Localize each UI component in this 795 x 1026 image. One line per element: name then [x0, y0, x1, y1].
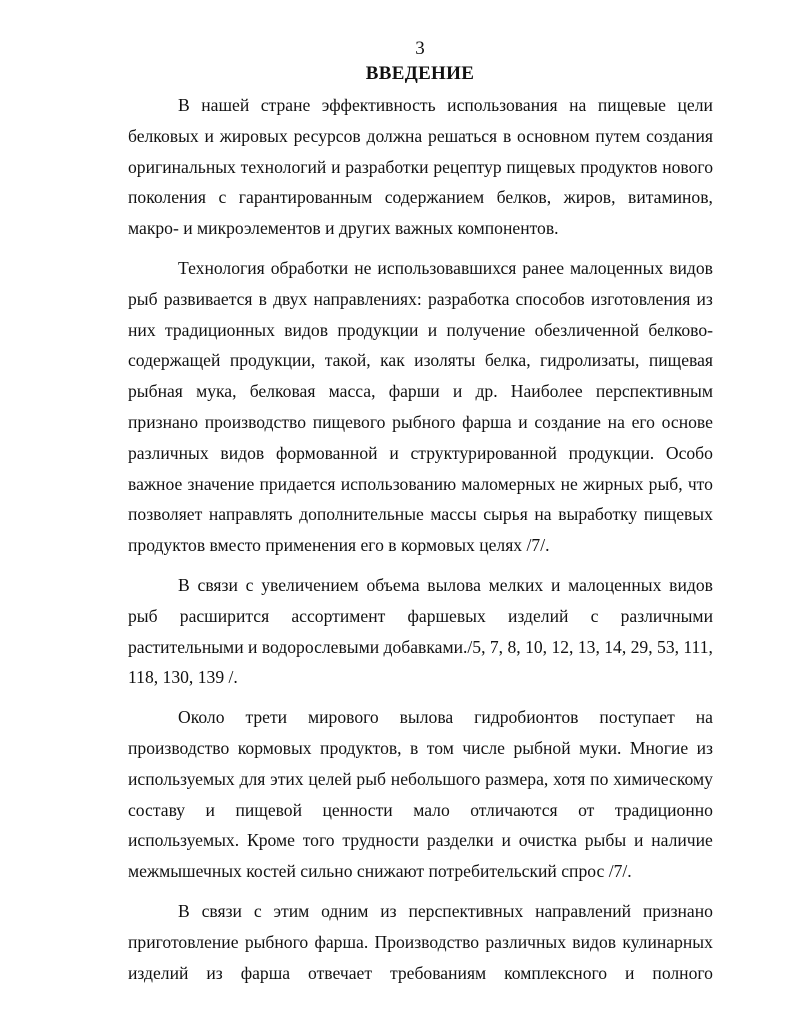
word: числе [462, 737, 505, 758]
word: направлениях: [313, 288, 422, 309]
word: фарша [462, 411, 512, 432]
word: и [204, 125, 214, 146]
word: дополнительные [299, 504, 424, 525]
word: жирных [583, 473, 644, 494]
word: фарши [388, 381, 440, 402]
word: и [205, 799, 215, 820]
word: видов [669, 257, 713, 278]
word: рыб [128, 288, 158, 309]
word: технологий [240, 156, 327, 177]
word: этим [273, 900, 310, 921]
word: требованиям [389, 962, 487, 983]
word: выработку [558, 504, 638, 525]
word: изделий [507, 605, 569, 626]
text-line [128, 896, 713, 927]
word: направлять [208, 504, 293, 525]
word: мелких [488, 574, 544, 595]
word: что [687, 473, 713, 494]
word: эффективность [321, 95, 436, 115]
word: и [625, 962, 635, 983]
word: и [633, 830, 644, 851]
word: мало [413, 799, 450, 820]
word: структурированной [410, 442, 557, 463]
word: используемых [128, 768, 235, 789]
word: пищевые [597, 95, 666, 115]
word: Особо [665, 442, 713, 463]
word: на [695, 707, 713, 728]
word: Кроме [246, 830, 295, 851]
word: пищевая [648, 350, 713, 371]
word: и [248, 636, 258, 657]
text-line [128, 376, 713, 407]
word: трудности [342, 830, 420, 851]
word: использованию [340, 473, 457, 494]
word: в [258, 288, 267, 309]
word: использовавшихся [377, 257, 517, 278]
word: содержанием [384, 187, 485, 208]
text-line [128, 469, 713, 500]
word: и [452, 381, 463, 402]
word: отвечает [308, 962, 373, 983]
word: традиционных [164, 319, 275, 340]
word: придается [259, 473, 336, 494]
word: рыб, [648, 473, 683, 494]
word: 29, [630, 636, 653, 657]
word: массы [430, 504, 477, 525]
word: изделий [128, 962, 189, 983]
word: 8, [507, 636, 521, 657]
word: них [128, 319, 156, 340]
word: с [590, 605, 599, 626]
word: химическому [613, 768, 713, 789]
word: небольшого [390, 768, 481, 789]
word: расширится [179, 605, 270, 626]
text-line [128, 764, 713, 795]
word: путем [595, 125, 641, 146]
word: белковая [249, 381, 316, 402]
word: различных [485, 931, 566, 952]
word: на [607, 411, 625, 432]
word: и [550, 574, 561, 595]
word: из [380, 900, 397, 921]
text-line [128, 795, 713, 826]
word: нового [662, 156, 713, 177]
word: наличие [651, 830, 713, 851]
word: мука, [196, 381, 237, 402]
word: перспективных [408, 900, 524, 921]
word: гидролизаты, [540, 350, 640, 371]
word: изоляты [414, 350, 476, 371]
word: вылова [399, 707, 454, 728]
word: В [178, 95, 190, 115]
word: витаминов, [628, 187, 713, 208]
text-line [128, 632, 713, 663]
word: обработки [270, 257, 349, 278]
text-line [128, 702, 713, 733]
word: рецептур [433, 156, 502, 177]
word: видов [220, 442, 265, 463]
word: поступает [599, 707, 675, 728]
text-line [128, 345, 713, 376]
paragraph-3 [128, 570, 713, 693]
word: различных [128, 442, 209, 463]
paragraph-2 [128, 253, 713, 561]
word: жировых [219, 125, 288, 146]
word: поколения [128, 187, 206, 208]
word: должна [366, 125, 423, 146]
word: изготовления [590, 288, 691, 309]
word: решаться [428, 125, 498, 146]
word: малоценных [568, 574, 662, 595]
word: фарша [240, 962, 291, 983]
word: составу [128, 799, 186, 820]
word: ресурсов [293, 125, 361, 146]
word: рыб [128, 605, 158, 626]
word: 12, [551, 636, 574, 657]
word: традиционно [614, 799, 713, 820]
text-line [128, 90, 713, 121]
word: маломерных [461, 473, 556, 494]
word: признано [642, 900, 713, 921]
word: фаршевых [407, 605, 486, 626]
word: видов [572, 931, 617, 952]
word: Технология [178, 257, 265, 278]
word: рыбного [392, 411, 456, 432]
word: того [302, 830, 335, 851]
word: и [501, 830, 511, 851]
word: не [354, 257, 372, 278]
word: разделки [426, 830, 494, 851]
word: 10, [525, 636, 548, 657]
word: Многие [629, 737, 689, 758]
word: пищевых [506, 156, 576, 177]
word: гарантированным [238, 187, 373, 208]
word: и [427, 319, 438, 340]
word: из [206, 962, 223, 983]
word: из [696, 737, 713, 758]
text-line [128, 825, 713, 856]
word: добавками./5, [383, 636, 486, 657]
word: белково- [648, 319, 713, 340]
word: продукции. [568, 442, 655, 463]
word: 111, [683, 636, 713, 657]
word: перспективным [595, 381, 713, 402]
word: размера, [485, 768, 549, 789]
word: малоценных [569, 257, 664, 278]
body-text [128, 90, 713, 988]
word: приготовление [128, 931, 239, 952]
word: с [245, 574, 254, 595]
word: пищевых [643, 504, 713, 525]
word: цели [677, 95, 713, 115]
page-number: 3 [415, 38, 425, 59]
word: этих [270, 768, 304, 789]
word: с [218, 187, 227, 208]
paragraph-4 [128, 702, 713, 887]
word: создание [534, 411, 601, 432]
word: вылова [427, 574, 481, 595]
word: очистка [518, 830, 577, 851]
word: признано [128, 411, 199, 432]
word: В [178, 574, 190, 595]
word: на [569, 95, 587, 115]
word: полного [652, 962, 713, 983]
word: целей [308, 768, 352, 789]
word: продуктов [580, 156, 658, 177]
word: одним [321, 900, 369, 921]
word: гидробионтов [474, 707, 579, 728]
word: оригинальных [128, 156, 236, 177]
word: значение [187, 473, 255, 494]
word: как [380, 350, 405, 371]
word: ценности [322, 799, 393, 820]
text-line [128, 927, 713, 958]
paragraph-1 [128, 90, 713, 244]
text-line [128, 499, 713, 530]
word: увеличением [261, 574, 359, 595]
word: и [518, 411, 528, 432]
word: сырья [483, 504, 528, 525]
word: стране [260, 95, 311, 115]
text-line [128, 253, 713, 284]
word: белков, [496, 187, 552, 208]
text-line [128, 152, 713, 183]
word: двух [273, 288, 308, 309]
text-line [128, 570, 713, 601]
paragraph-5 [128, 896, 713, 988]
word: белка, [484, 350, 531, 371]
word: формованной [275, 442, 378, 463]
text-line [128, 438, 713, 469]
word: позволяет [128, 504, 203, 525]
word: важное [128, 473, 183, 494]
word: белковых [128, 125, 199, 146]
word: продукции, [229, 350, 316, 371]
word: рыб [356, 768, 386, 789]
word: видов [284, 319, 329, 340]
word: развивается [163, 288, 253, 309]
word: в [410, 737, 419, 758]
word: комплексного [504, 962, 608, 983]
word: В [178, 900, 190, 921]
word: нашей [201, 95, 250, 115]
word: рыбная [128, 381, 183, 402]
text-line: 118, 130, 139 /. [128, 667, 238, 688]
text-line: межмышечных костей сильно снижают потребительский спрос /7/. [128, 861, 632, 882]
word: растительными [128, 636, 244, 657]
text-line: продуктов вместо применения его в кормовых целях /7/. [128, 535, 550, 556]
word: разработки [345, 156, 429, 177]
text-line: макро- и микроэлементов и других важных компонентов. [128, 218, 559, 239]
text-line [128, 121, 713, 152]
word: Производство [374, 931, 480, 952]
word: не [560, 473, 578, 494]
word: хотя [553, 768, 586, 789]
word: пищевой [235, 799, 303, 820]
word: обезличенной [534, 319, 640, 340]
word: водорослевыми [261, 636, 380, 657]
word: продукции [337, 319, 419, 340]
word: ассортимент [291, 605, 386, 626]
word: Около [178, 707, 225, 728]
word: разработка [427, 288, 510, 309]
word: от [578, 799, 595, 820]
word: различными [620, 605, 713, 626]
word: использования [447, 95, 558, 115]
word: направлений [535, 900, 632, 921]
text-line [128, 601, 713, 632]
word: производство [128, 737, 230, 758]
word: др. [475, 381, 498, 402]
word: муки. [579, 737, 622, 758]
word: из [696, 288, 713, 309]
word: отличаются [470, 799, 558, 820]
word: видов [669, 574, 713, 595]
word: Наиболее [510, 381, 583, 402]
word: продуктов, [320, 737, 402, 758]
word: содержащей [128, 350, 221, 371]
word: связи [201, 900, 242, 921]
word: рыбы [584, 830, 627, 851]
text-line [128, 315, 713, 346]
word: создания [646, 125, 713, 146]
word: получение [446, 319, 526, 340]
word: производство [204, 411, 306, 432]
word: на [534, 504, 552, 525]
word: 14, [604, 636, 627, 657]
word: кулинарных [622, 931, 713, 952]
word: и [389, 442, 399, 463]
text-line [128, 182, 713, 213]
word: 53, [657, 636, 680, 657]
word: кормовых [237, 737, 312, 758]
word: 7, [489, 636, 504, 657]
word: по [590, 768, 609, 789]
word: и [331, 156, 341, 177]
word: для [239, 768, 266, 789]
word: рыбного [244, 931, 309, 952]
word: объема [366, 574, 420, 595]
word: рыбной [513, 737, 571, 758]
word: ранее [522, 257, 565, 278]
text-line [128, 733, 713, 764]
word: масса, [328, 381, 376, 402]
word: с [253, 900, 262, 921]
word: его [631, 411, 655, 432]
word: трети [245, 707, 288, 728]
word: 13, [577, 636, 600, 657]
text-line [128, 958, 713, 989]
word: в [502, 125, 512, 146]
word: том [426, 737, 454, 758]
word: основном [517, 125, 590, 146]
word: способов [515, 288, 585, 309]
section-heading: ВВЕДЕНИЕ [365, 63, 475, 84]
word: основе [661, 411, 713, 432]
word: такой, [324, 350, 371, 371]
word: мирового [307, 707, 379, 728]
text-line [128, 407, 713, 438]
word: пищевого [312, 411, 386, 432]
word: связи [197, 574, 238, 595]
word: используемых. [128, 830, 240, 851]
word: жиров, [563, 187, 616, 208]
word: фарша. [314, 931, 369, 952]
text-line [128, 284, 713, 315]
